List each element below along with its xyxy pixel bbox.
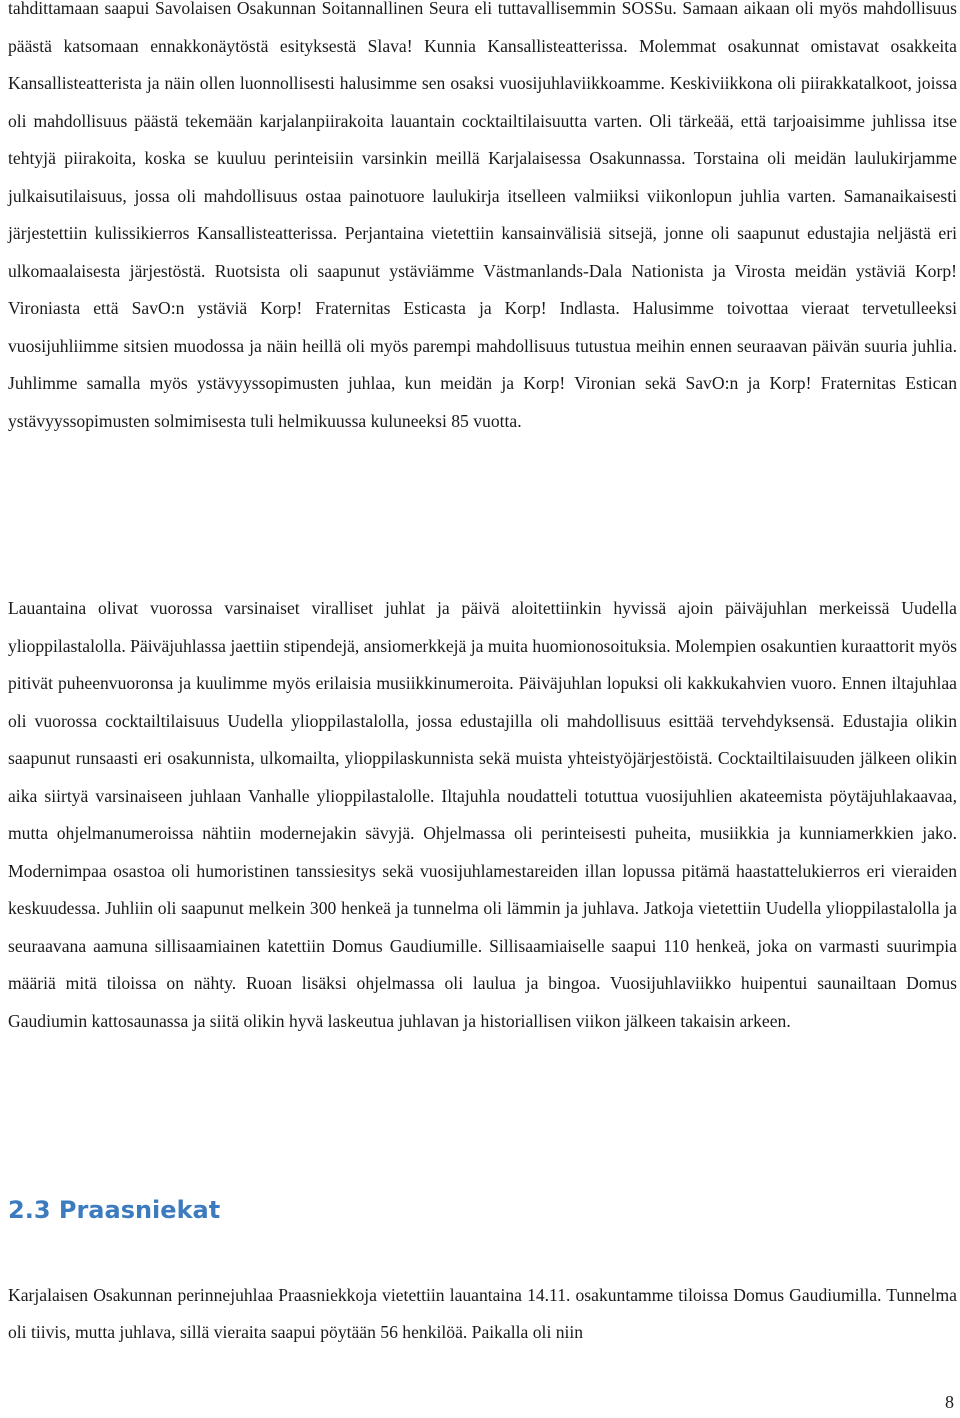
paragraph-anniversary-week: tahdittamaan saapui Savolaisen Osakunnan Soitannallinen Seura eli tuttavallisemmin SOSSu. Samaan aikaan oli myös mahdollisuus päästä katsomaan ennakkonäytöstä esityksestä Slava! Kunnia Kansallisteatterissa. Molemmat osakunnat omistavat osakkeita Kansallisteatterista ja näin ollen luonnollisesti halusimme sen osaksi vuosijuhlaviikkoamme. Keskiviikkona oli piirakkatalkoot, joissa oli mahdollisuus päästä tekemään karjalanpiirakoita lauantain cocktailtilaisuutta varten. Oli tärkeää, että tarjoaisimme juhlissa itse tehtyjä piirakoita, koska se kuuluu perinteisiin varsinkin meillä Karjalaisessa Osakunnassa. Torstaina oli meidän laulukirjamme julkaisutilaisuus, jossa oli mahdollisuus ostaa painotuore laulukirja itselleen valmiiksi viikonlopun juhlia varten. Samanaikaisesti järjestettiin kulissikierros Kansallisteatterissa. Perjantaina vietettiin kansainvälisiä sitsejä, jonne oli saapunut edustajia neljästä eri ulkomaalaisesta järjestöstä. Ruotsista oli saapunut ystäviämme Västmanlands-Dala Nationista ja Virosta meidän ystäviä Korp! Vironiasta että SavO:n ystäviä Korp! Fraternitas Esticasta ja Korp! Indlasta. Halusimme toivottaa vieraat tervetulleeksi vuosijuhliimme sitsien muodossa ja näin heillä oli myös parempi mahdollisuus tutustua meihin ennen seuraavan päivän suuria juhlia. Juhlimme samalla myös ystävyyssopimusten juhlaa, kun meidän ja Korp! Vironian sekä SavO:n ja Korp! Fraternitas Estican ystävyyssopimusten solmimisesta tuli helmikuussa kuluneeksi 85 vuotta. [8, 0, 957, 431]
paragraph-praasniekat: Karjalaisen Osakunnan perinnejuhlaa Praasniekkoja vietettiin lauantaina 14.11. osakuntamme tiloissa Domus Gaudiumilla. Tunnelma oli tiivis, mutta juhlava, sillä vieraita saapui pöytään 56 henkilöä. Paikalla oli niin [8, 1285, 957, 1342]
page-number: 8 [945, 1392, 954, 1412]
section-heading: 2.3 Praasniekat [8, 1196, 221, 1224]
paragraph-saturday-celebration: Lauantaina olivat vuorossa varsinaiset viralliset juhlat ja päivä aloitettiinkin hyvissä ajoin päiväjuhlan merkeissä Uudella ylioppilastalolla. Päiväjuhlassa jaettiin stipendejä, ansiomerkkejä ja muita huomionosoituksia. Molempien osakuntien kuraattorit myös pitivät puheenvuoronsa ja kuulimme myös erilaisia musiikkinumeroita. Päiväjuhlan lopuksi oli kakkukahvien vuoro. Ennen iltajuhlaa oli vuorossa cocktailtilaisuus Uudella ylioppilastalolla, jossa edustajilla oli mahdollisuus esittää tervehdyksensä. Edustajia olikin saapunut runsaasti eri osakunnista, ulkomailta, ylioppilaskunnista sekä muista yhteistyöjärjestöistä. Cocktailtilaisuuden jälkeen olikin aika siirtyä varsinaiseen juhlaan Vanhalle ylioppilastalolle. Iltajuhla noudatteli totuttua vuosijuhlien akateemista pöytäjuhlakaavaa, mutta ohjelmanumeroissa nähtiin modernejakin sävyjä. Ohjelmassa oli perinteisesti puheita, musiikkia ja kunniamerkkien jako. Modernimpaa osastoa oli humoristinen tanssiesitys sekä vuosijuhlamestareiden illan lopussa pitämä haastattelukierros eri vieraiden keskuudessa. Juhliin oli saapunut melkein 300 henkeä ja tunnelma oli lämmin ja juhlava. Jatkoja vietettiin Uudella ylioppilastalolla ja seuraavana aamuna sillisaamiainen katettiin Domus Gaudiumille. Sillisaamiaiselle saapui 110 henkeä, joka on varmasti suurimpia määriä mitä tiloissa on nähty. Ruoan lisäksi ohjelmassa oli laulua ja bingoa. Vuosijuhlaviikko huipentui saunailtaan Domus Gaudiumin kattosaunassa ja siitä olikin hyvä laskeutua juhlavan ja historiallisen viikon jälkeen takaisin arkeen. [8, 598, 957, 1031]
